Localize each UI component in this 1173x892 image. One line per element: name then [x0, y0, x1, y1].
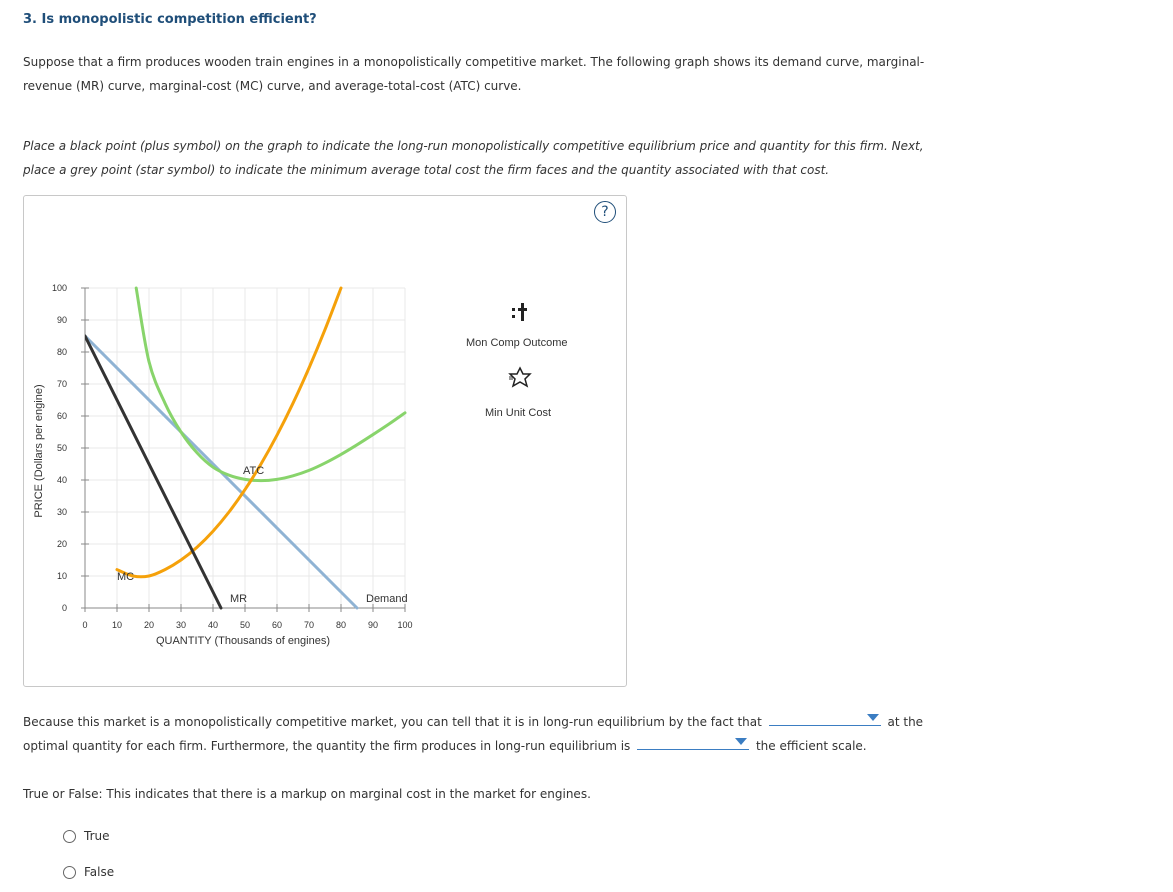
chart-ticks	[52, 283, 413, 630]
instructions-line-2: place a grey point (star symbol) to indicate the minimum average total cost the firm faces and the quantity associated with that cost.	[23, 163, 830, 177]
x-axis-label: QUANTITY (Thousands of engines)	[155, 635, 331, 647]
y-tick-label: 30	[56, 507, 67, 517]
fill-in-sentence-2	[23, 734, 867, 758]
atc-curve-label: ATC	[243, 465, 265, 477]
chevron-down-icon	[867, 714, 879, 721]
intro-line-2: revenue (MR) curve, marginal-cost (MC) curve, and average-total-cost (ATC) curve.	[23, 79, 522, 93]
instructions-line-1: Place a black point (plus symbol) on the graph to indicate the long-run monopolistically competitive equilibrium price and quantity for this firm. Next,	[23, 139, 924, 153]
fill-in-sentence-1	[23, 710, 923, 734]
y-tick-label: 100	[51, 283, 67, 293]
x-tick-label: 30	[175, 620, 187, 630]
y-tick-label: 60	[56, 411, 67, 421]
y-tick-label: 0	[61, 603, 67, 613]
y-tick-label: 20	[56, 539, 67, 549]
true-radio[interactable]	[63, 830, 76, 843]
y-tick-label: 80	[56, 347, 67, 357]
false-label: False	[84, 865, 115, 879]
y-tick-label: 10	[56, 571, 67, 581]
efficient-scale-dropdown[interactable]	[637, 734, 749, 750]
x-tick-label: 80	[335, 620, 347, 630]
x-tick-label: 20	[143, 620, 155, 630]
sentence-2-text-a: optimal quantity for each firm. Furthermore, the quantity the firm produces in long-run equilibrium is	[23, 739, 631, 753]
mc-curve[interactable]	[117, 288, 341, 577]
instructions-text	[23, 134, 924, 182]
chart-grid	[85, 288, 405, 608]
mr-curve-label: MR	[230, 593, 248, 605]
x-tick-label: 10	[111, 620, 123, 630]
x-tick-label: 90	[367, 620, 379, 630]
graph-panel	[23, 195, 627, 687]
star-tool-icon[interactable]	[509, 368, 530, 386]
chart-svg[interactable]	[24, 196, 626, 686]
y-tick-label: 70	[56, 379, 67, 389]
x-tick-label: 50	[239, 620, 251, 630]
sentence-1-text-b: at the	[887, 715, 924, 729]
x-tick-label: 100	[397, 620, 413, 630]
false-radio[interactable]	[63, 866, 76, 879]
option-false[interactable]	[63, 865, 114, 879]
question-title: 3. Is monopolistic competition efficient?	[23, 12, 317, 27]
sentence-1-text-a: Because this market is a monopolistically competitive market, you can tell that it is in long-run equilibrium by the fact that	[23, 715, 762, 729]
intro-text	[23, 50, 924, 98]
option-true[interactable]	[63, 829, 110, 843]
x-tick-label: 60	[271, 620, 283, 630]
x-tick-label: 0	[82, 620, 88, 630]
y-tick-label: 50	[56, 443, 67, 453]
chevron-down-icon	[735, 738, 747, 745]
y-tick-label: 90	[56, 315, 67, 325]
y-axis-label: PRICE (Dollars per engine)	[33, 384, 45, 518]
y-tick-label: 40	[56, 475, 67, 485]
x-tick-label: 40	[207, 620, 219, 630]
demand-curve-label: Demand	[366, 593, 408, 605]
equilibrium-condition-dropdown[interactable]	[769, 710, 881, 726]
true-false-prompt: True or False: This indicates that there is a markup on marginal cost in the market for engines.	[23, 787, 591, 801]
plus-tool-icon[interactable]	[512, 303, 527, 321]
star-tool-label: Min Unit Cost	[485, 407, 552, 419]
true-label: True	[84, 829, 110, 843]
intro-line-1: Suppose that a firm produces wooden train engines in a monopolistically competitive market. The following graph shows its demand curve, marginal-	[23, 55, 925, 69]
x-tick-label: 70	[303, 620, 315, 630]
mc-curve-label: MC	[117, 571, 135, 583]
sentence-2-text-b: the efficient scale.	[755, 739, 867, 753]
help-icon[interactable]: ?	[594, 201, 616, 223]
plus-tool-label: Mon Comp Outcome	[466, 337, 568, 349]
